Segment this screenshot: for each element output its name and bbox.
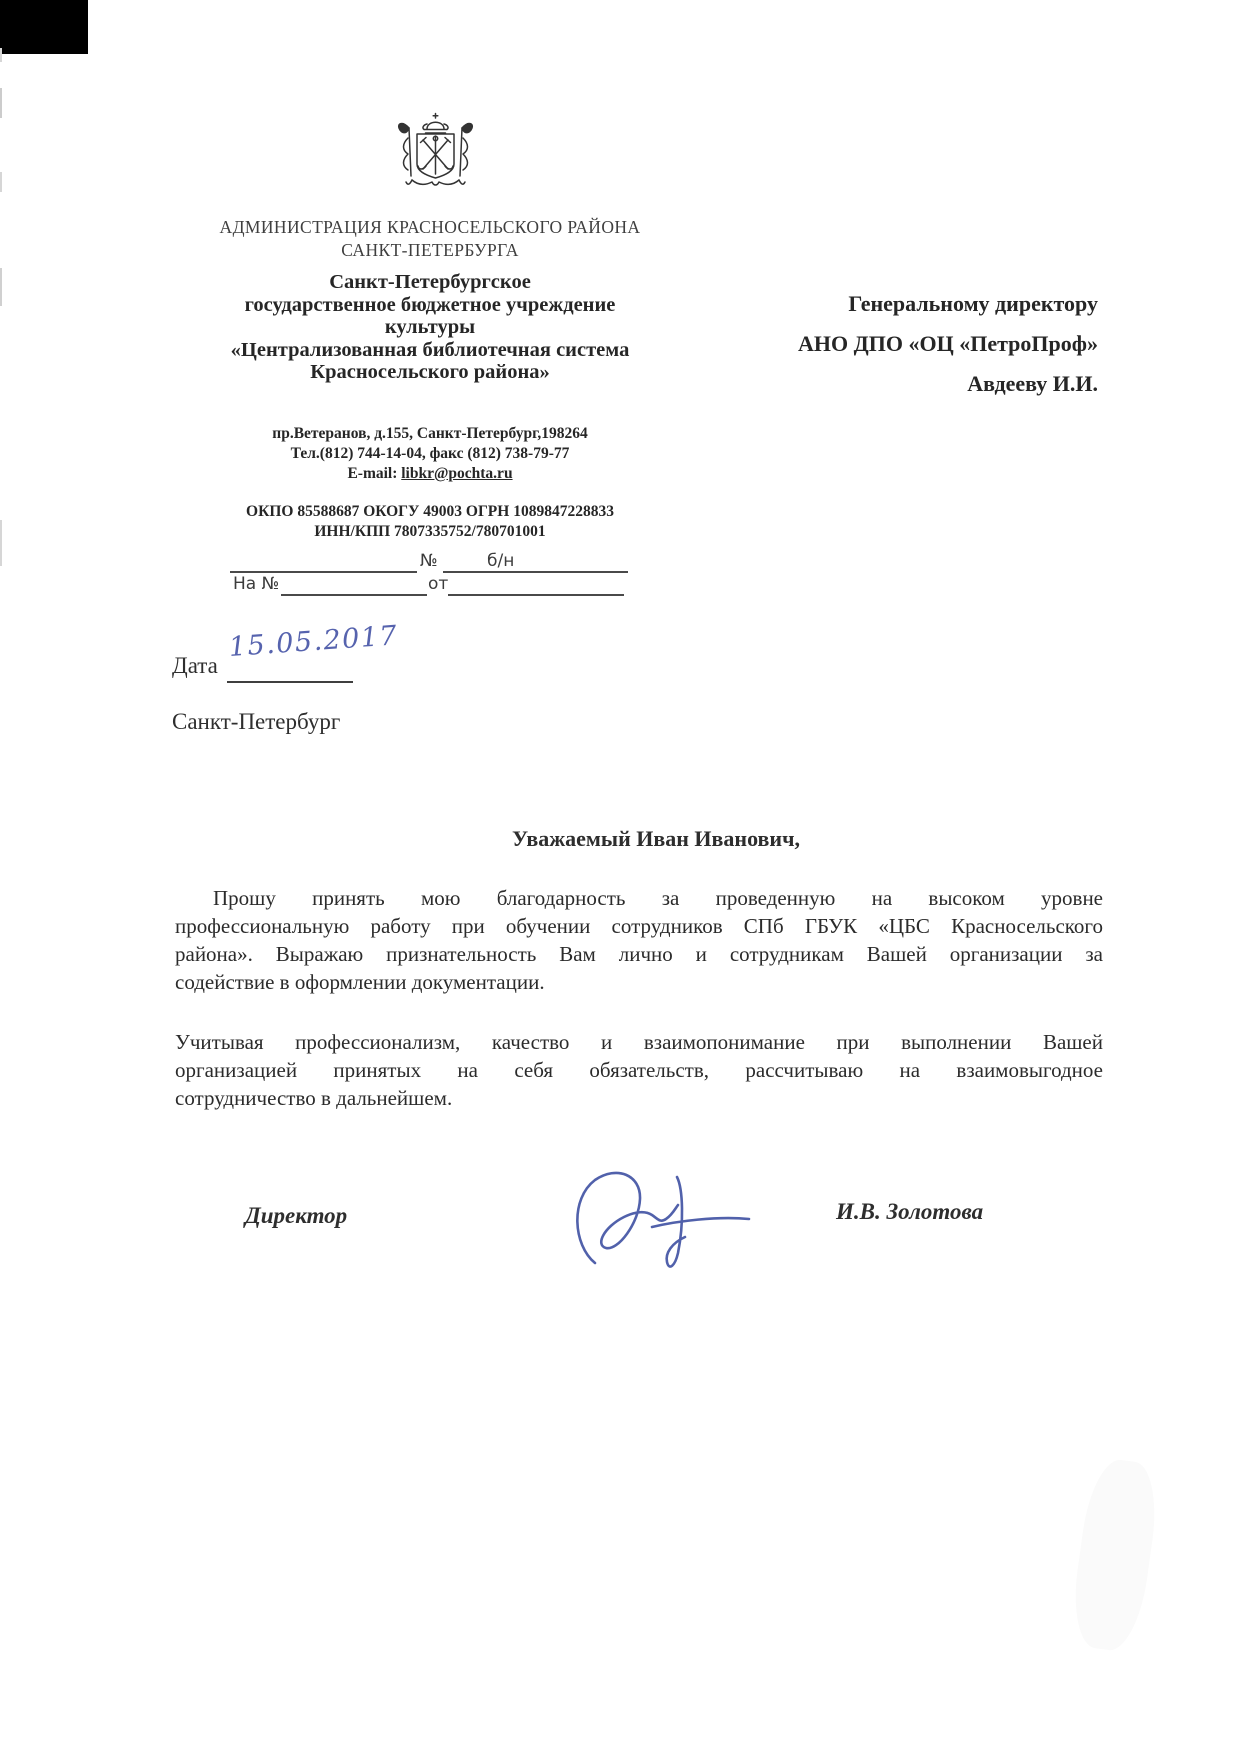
codes-block — [180, 502, 680, 542]
body-line: Прошу принять мою благодарность за проведенную на высоком уровне — [213, 886, 1103, 910]
body-line: сотрудничество в дальнейшем. — [175, 1086, 453, 1110]
administration-line: АДМИНИСТРАЦИЯ КРАСНОСЕЛЬСКОГО РАЙОНА — [219, 217, 641, 237]
body-paragraph-2 — [175, 1028, 1103, 1112]
body-line: организацией принятых на себя обязательств, рассчитываю на взаимовыгодное — [175, 1058, 1103, 1082]
email-label: E-mail: — [347, 465, 398, 482]
reply-number-blank-line — [281, 594, 427, 596]
organization-line: Санкт-Петербургское — [329, 271, 531, 293]
outgoing-number-blank-line — [230, 571, 417, 573]
spb-coat-of-arms-icon — [384, 112, 487, 198]
scan-edge-mark — [0, 88, 2, 118]
city-line: Санкт-Петербург — [172, 709, 341, 734]
scan-edge-mark — [0, 172, 2, 192]
organization-line: культуры — [384, 316, 476, 338]
contact-block — [180, 424, 680, 484]
administration-heading — [130, 216, 730, 262]
body-line: содействие в оформлении документации. — [175, 970, 545, 994]
signer-name: И.В. Золотова — [836, 1199, 984, 1224]
scan-smudge — [1067, 1456, 1163, 1654]
handwritten-date: 15.05.2017 — [227, 620, 400, 663]
body-line: профессиональную работу при обучении сотрудников СПб ГБУК «ЦБС Красносельского — [175, 914, 1103, 938]
outgoing-number-line — [443, 571, 628, 573]
organization-line: Красносельского района» — [310, 361, 550, 383]
reply-date-blank-line — [448, 594, 624, 596]
email-value: libkr@pochta.ru — [401, 465, 513, 482]
org-address: пр.Ветеранов, д.155, Санкт-Петербург,198264 — [272, 425, 588, 442]
body-paragraph-1 — [175, 884, 1103, 996]
addressee-line: Авдееву И.И. — [967, 371, 1098, 396]
scan-artifact-corner — [0, 0, 88, 54]
reply-to-number-label: На № — [233, 574, 280, 594]
codes-line: ИНН/КПП 7807335752/780701001 — [314, 523, 546, 540]
date-blank-line — [227, 681, 353, 683]
codes-line: ОКПО 85588687 ОКОГУ 49003 ОГРН 1089847228833 — [246, 503, 614, 520]
addressee-block — [640, 284, 1098, 404]
scan-edge-mark — [0, 520, 2, 566]
body-line: района». Выражаю признательность Вам лично и сотрудникам Вашей организации за — [175, 942, 1103, 966]
date-label: Дата — [172, 653, 218, 678]
handwritten-signature-icon — [565, 1165, 765, 1280]
organization-line: «Централизованная библиотечная система — [230, 338, 630, 361]
organization-line: государственное бюджетное учреждение — [244, 293, 616, 316]
salutation: Уважаемый Иван Иванович, — [511, 826, 801, 851]
scan-edge-mark — [0, 268, 2, 306]
outgoing-number-value: б/н — [487, 551, 515, 571]
signer-position: Директор — [245, 1203, 348, 1228]
administration-line: САНКТ-ПЕТЕРБУРГА — [341, 240, 519, 260]
org-email-line — [180, 464, 680, 484]
addressee-line: Генеральному директору — [848, 291, 1098, 316]
body-line: Учитывая профессионализм, качество и взаимопонимание при выполнении Вашей — [175, 1030, 1103, 1054]
org-phone-fax: Тел.(812) 744-14-04, факс (812) 738-79-77 — [290, 445, 570, 462]
addressee-line: АНО ДПО «ОЦ «ПетроПроф» — [798, 331, 1098, 356]
reply-from-label: от — [428, 574, 449, 594]
scan-edge-mark — [0, 48, 2, 62]
number-sign: № — [420, 551, 438, 571]
